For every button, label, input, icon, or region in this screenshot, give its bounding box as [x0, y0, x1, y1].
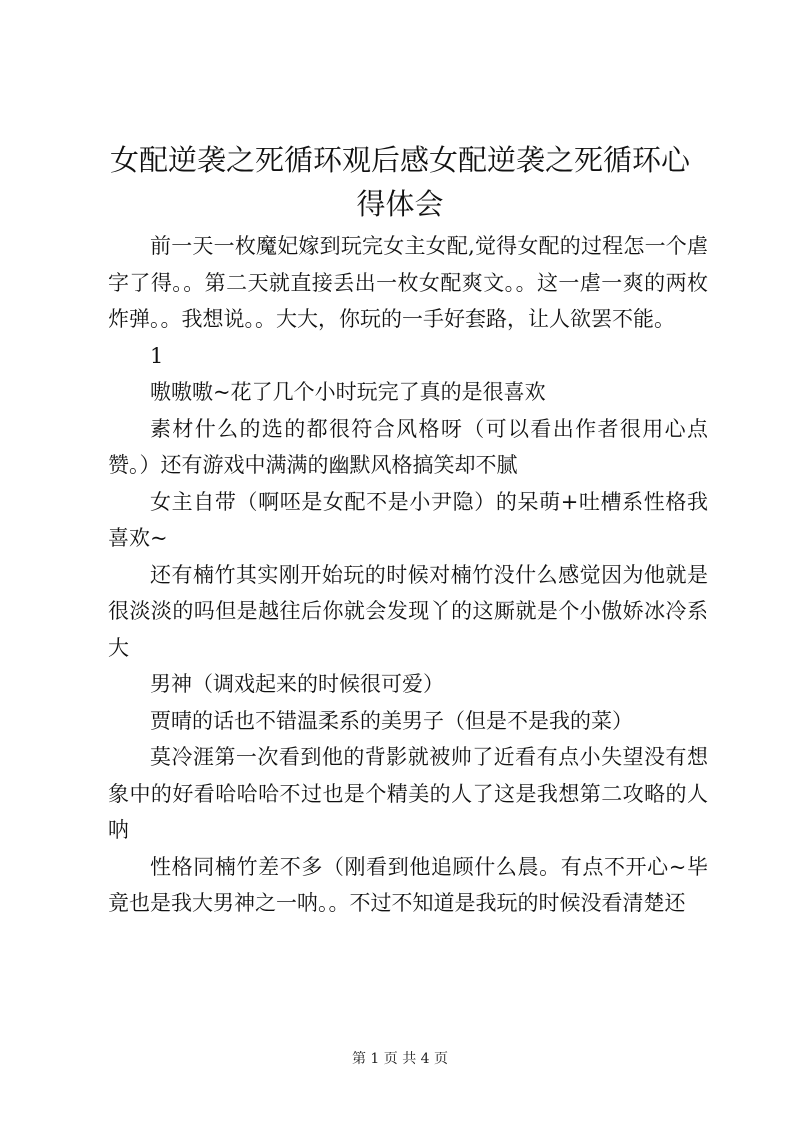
paragraph: 男神（调戏起来的时候很可爱）	[150, 672, 444, 696]
paragraph: 女主自带（啊呸是女配不是小尹隐）的呆萌+吐槽系性格我喜欢~	[108, 489, 708, 550]
document-title: 女配逆袭之死循环观后感女配逆袭之死循环心得体会	[109, 143, 690, 221]
page-footer: 第 1 页 共 4 页	[351, 1051, 449, 1067]
paragraph: 嗷嗷嗷~花了几个小时玩完了真的是很喜欢	[150, 380, 546, 404]
paragraph: 素材什么的选的都很符合风格呀（可以看出作者很用心点赞。）还有游戏中满满的幽默风格搞笑却不腻	[108, 416, 708, 477]
paragraph: 贾晴的话也不错温柔系的美男子（但是不是我的菜）	[150, 708, 633, 733]
document-body	[108, 228, 708, 922]
paragraph: 前一天一枚魔妃嫁到玩完女主女配,觉得女配的过程怎一个虐字了得。。第二天就直接丢出一枚女配爽文。。这一虐一爽的两枚炸弹。。我想说。。大大，你玩的一手好套路，让人欲罢不能。	[108, 234, 708, 331]
paragraph: 还有楠竹其实刚开始玩的时候对楠竹没什么感觉因为他就是很淡淡的吗但是越往后你就会发现丫的这厮就是个小傲娇冰冷系大	[108, 562, 708, 660]
paragraph: 1	[150, 343, 164, 368]
paragraph: 莫冷涯第一次看到他的背影就被帅了近看有点小失望没有想象中的好看哈哈哈不过也是个精美的人了这是我想第二攻略的人呐	[108, 745, 708, 842]
paragraph: 性格同楠竹差不多（刚看到他追顾什么晨。有点不开心~毕竟也是我大男神之一呐。。不过不知道是我玩的时候没看清楚还	[108, 854, 708, 915]
